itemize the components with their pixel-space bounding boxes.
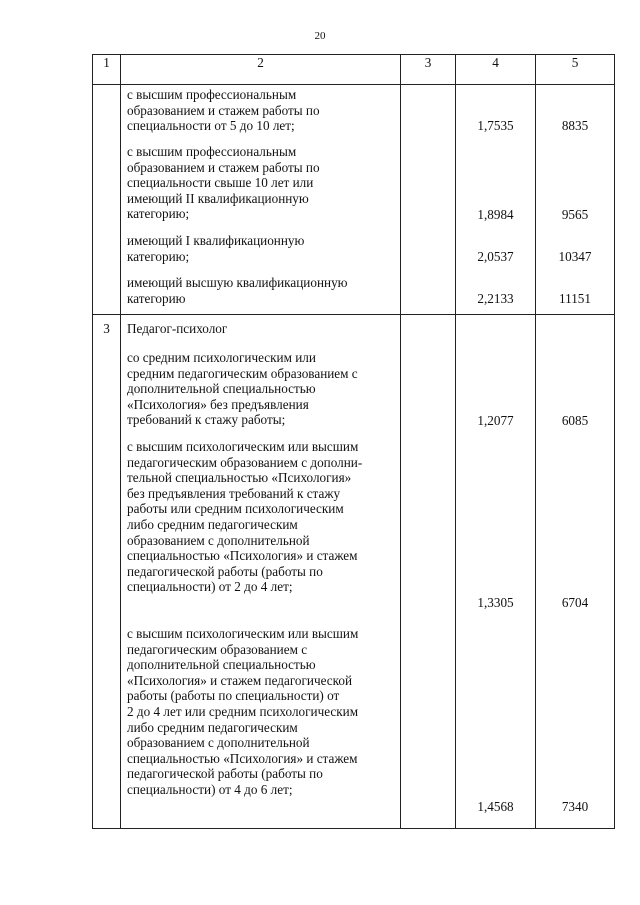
table-row-group-1 bbox=[93, 85, 615, 315]
row-number-cell bbox=[93, 85, 121, 315]
salary-table bbox=[92, 54, 615, 829]
column-header: 1 bbox=[93, 55, 121, 85]
empty-cell bbox=[401, 85, 456, 315]
list-item: с высшим психологическим или высшим педагогическим образованием с дополни- тельной специальностью «Психология» без предъявления требований к стажу работы или средним психологическим либо средним педагогическим образованием с дополнительной специальностью «Психология» и стажем педагогической работы (работы по специальности) от 2 до 4 лет; bbox=[127, 439, 363, 595]
list-item: с высшим психологическим или высшим педагогическим образованием с дополнительной специальностью «Психология» и стажем педагогической работы (работы по специальности) от 2 до 4 лет или средним психологическим либо средним педагогическим образованием с дополнительной специальностью «Психология» и стажем педагогической работы (работы по специальности) от 4 до 6 лет; bbox=[127, 626, 359, 797]
coefficient-cell bbox=[456, 315, 536, 829]
coefficient-value: 2,0537 bbox=[477, 249, 514, 264]
column-header: 5 bbox=[536, 55, 615, 85]
coefficient-value: 1,2077 bbox=[477, 413, 514, 428]
row-number-cell: 3 bbox=[93, 315, 121, 829]
coefficient-value: 1,3305 bbox=[477, 595, 514, 610]
coefficient-value: 1,8984 bbox=[477, 207, 514, 222]
description-cell bbox=[121, 315, 401, 829]
description-cell bbox=[121, 85, 401, 315]
list-item: имеющий высшую квалификационную категорию bbox=[127, 275, 348, 306]
page-number: 20 bbox=[314, 30, 326, 42]
coefficient-value: 1,4568 bbox=[477, 799, 514, 814]
empty-cell bbox=[401, 315, 456, 829]
salary-value: 10347 bbox=[558, 249, 592, 264]
salary-cell bbox=[536, 315, 615, 829]
table-header-row bbox=[93, 55, 615, 85]
salary-value: 8835 bbox=[561, 118, 589, 133]
salary-value: 9565 bbox=[561, 207, 589, 222]
list-item: со средним психологическим или средним педагогическим образованием с дополнительной специальностью «Психология» без предъявления требований к стажу работы; bbox=[127, 350, 358, 428]
list-item: с высшим профессиональным образованием и стажем работы по специальности свыше 10 лет или имеющий II квалификационную категорию; bbox=[127, 144, 320, 222]
salary-value: 6085 bbox=[561, 413, 589, 428]
salary-value: 7340 bbox=[561, 799, 589, 814]
coefficient-value: 1,7535 bbox=[477, 118, 514, 133]
table-row-group-2 bbox=[93, 315, 615, 829]
coefficient-value: 2,2133 bbox=[477, 291, 514, 306]
coefficient-cell bbox=[456, 85, 536, 315]
list-item: с высшим профессиональным образованием и стажем работы по специальности от 5 до 10 лет; bbox=[127, 87, 320, 134]
salary-cell bbox=[536, 85, 615, 315]
position-title: Педагог-психолог bbox=[127, 321, 228, 336]
column-header: 2 bbox=[121, 55, 401, 85]
salary-value: 11151 bbox=[559, 291, 591, 306]
salary-value: 6704 bbox=[561, 595, 589, 610]
column-header: 4 bbox=[456, 55, 536, 85]
column-header: 3 bbox=[401, 55, 456, 85]
list-item: имеющий I квалификационную категорию; bbox=[127, 233, 305, 264]
